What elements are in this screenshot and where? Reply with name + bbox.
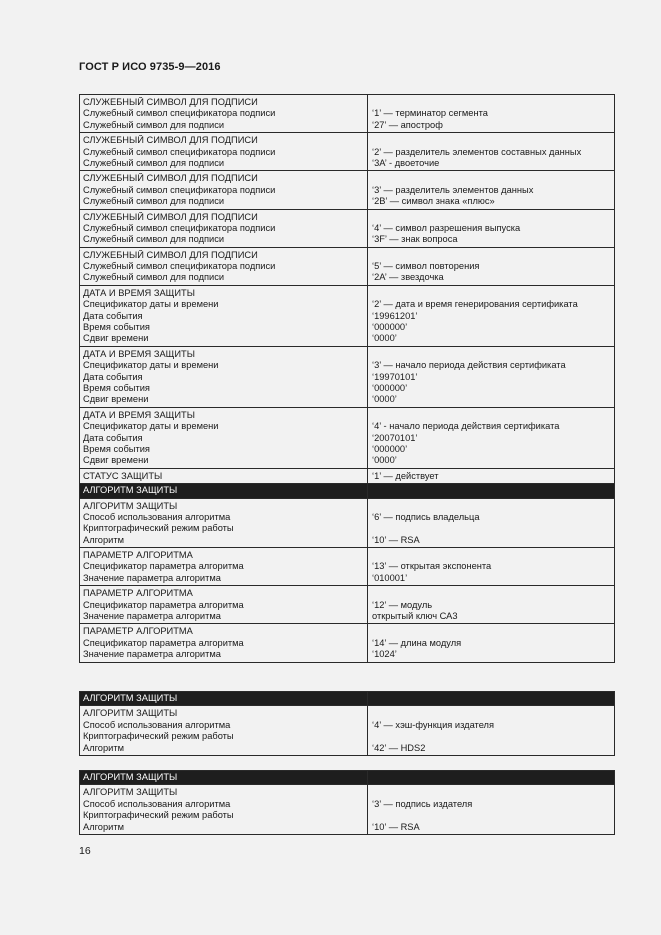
field-name-line: Служебный символ для подписи: [83, 119, 225, 130]
field-name-line: АЛГОРИТМ ЗАЩИТЫ: [83, 500, 178, 511]
field-name-line: ДАТА И ВРЕМЯ ЗАЩИТЫ: [83, 287, 195, 298]
field-value-line: [372, 288, 611, 299]
field-name-line: ДАТА И ВРЕМЯ ЗАЩИТЫ: [83, 348, 195, 359]
field-value-line: ‘4’ — символ разрешения выпуска: [372, 222, 521, 233]
field-name-cell: [80, 785, 368, 835]
field-value-line: [372, 588, 611, 599]
field-name-line: Служебный символ для подписи: [83, 234, 225, 245]
field-value-cell: [368, 548, 615, 586]
field-value-cell: [368, 624, 615, 662]
field-name-line: ПАРАМЕТР АЛГОРИТМА: [83, 550, 193, 561]
field-value-line: [372, 550, 611, 561]
field-name-line: Время события: [83, 322, 150, 333]
field-value-cell: [368, 498, 615, 548]
field-name-line: ДАТА И ВРЕМЯ ЗАЩИТЫ: [83, 409, 195, 420]
table-row: [80, 209, 615, 247]
section-header-row: [80, 771, 615, 785]
field-name-line: Спецификатор даты и времени: [83, 360, 219, 371]
field-value-line: ‘27’ — апостроф: [372, 119, 443, 130]
field-name-line: Спецификатор параметра алгоритма: [83, 599, 244, 610]
field-name-line: СТАТУС ЗАЩИТЫ: [83, 470, 163, 481]
field-value-line: ‘2’ — разделитель элементов составных данных: [372, 146, 582, 157]
field-name-line: Дата события: [83, 310, 143, 321]
field-value-line: [372, 485, 611, 496]
section-header-row: [80, 484, 615, 498]
field-value-line: ‘13’ — открытая экспонента: [372, 561, 492, 572]
field-name-line: СЛУЖЕБНЫЙ СИМВОЛ ДЛЯ ПОДПИСИ: [83, 135, 258, 146]
table-row: [80, 624, 615, 662]
segment-table-issuer: [79, 770, 615, 835]
field-name-line: Алгоритм: [83, 821, 124, 832]
field-name-line: АЛГОРИТМ ЗАЩИТЫ: [83, 772, 178, 782]
page-number: 16: [79, 845, 91, 857]
field-value-line: ‘10’ — RSA: [372, 821, 420, 832]
segment-table-main: [79, 94, 615, 663]
field-name-cell: [80, 468, 368, 483]
field-name-line: Служебный символ спецификатора подписи: [83, 108, 276, 119]
field-value-line: ‘0000’: [372, 455, 397, 466]
field-value-line: ‘010001’: [372, 572, 408, 583]
field-value-line: [372, 501, 611, 512]
field-name-line: АЛГОРИТМ ЗАЩИТЫ: [83, 693, 178, 703]
field-name-line: Спецификатор даты и времени: [83, 299, 219, 310]
field-name-line: Спецификатор параметра алгоритма: [83, 637, 244, 648]
field-value-cell: [368, 692, 615, 706]
field-value-line: ‘6’ — подпись владельца: [372, 511, 480, 522]
field-name-cell: [80, 548, 368, 586]
field-name-cell: [80, 407, 368, 468]
field-name-line: Служебный символ спецификатора подписи: [83, 184, 276, 195]
field-value-line: ‘1’ — терминатор сегмента: [372, 108, 488, 119]
segment-table-hash: [79, 691, 615, 756]
field-name-line: СЛУЖЕБНЫЙ СИМВОЛ ДЛЯ ПОДПИСИ: [83, 97, 258, 107]
field-value-line: ‘3A’ - двоеточие: [372, 157, 440, 168]
field-name-cell: [80, 706, 368, 756]
field-name-line: Дата события: [83, 432, 143, 443]
field-value-line: ‘10’ — RSA: [372, 534, 420, 545]
field-value-line: ‘0000’: [372, 394, 397, 405]
table-row: [80, 785, 615, 835]
field-name-line: Способ использования алгоритма: [83, 511, 231, 522]
field-name-cell: [80, 285, 368, 346]
field-value-line: ‘5’ — символ повторения: [372, 261, 480, 272]
field-value-cell: [368, 171, 615, 209]
field-name-cell: [80, 95, 368, 133]
field-name-cell: [80, 346, 368, 407]
field-name-cell: [80, 484, 368, 498]
field-value-cell: [368, 468, 615, 483]
field-name-cell: [80, 209, 368, 247]
field-name-line: Значение параметра алгоритма: [83, 572, 221, 583]
field-name-line: Алгоритм: [83, 534, 124, 545]
field-value-line: ‘000000’: [372, 443, 408, 454]
field-value-line: [372, 810, 611, 821]
table-row: [80, 247, 615, 285]
field-value-line: ‘2B’ — символ знака «плюс»: [372, 196, 495, 207]
field-value-line: ‘19970101’: [372, 371, 418, 382]
field-name-line: Сдвиг времени: [83, 455, 149, 466]
field-value-cell: [368, 95, 615, 133]
field-name-line: Способ использования алгоритма: [83, 719, 231, 730]
field-value-cell: [368, 484, 615, 498]
field-value-line: ‘1’ — действует: [372, 470, 439, 481]
section-header-row: [80, 692, 615, 706]
field-value-line: [372, 787, 611, 798]
field-value-line: ‘4’ — хэш-функция издателя: [372, 719, 495, 730]
field-name-cell: [80, 498, 368, 548]
field-value-cell: [368, 586, 615, 624]
field-value-cell: [368, 133, 615, 171]
field-name-cell: [80, 771, 368, 785]
field-name-line: Спецификатор даты и времени: [83, 421, 219, 432]
field-name-line: Сдвиг времени: [83, 333, 149, 344]
table-row: [80, 285, 615, 346]
field-value-line: ‘3’ — разделитель элементов данных: [372, 184, 534, 195]
field-name-line: СЛУЖЕБНЫЙ СИМВОЛ ДЛЯ ПОДПИСИ: [83, 249, 258, 260]
field-name-cell: [80, 586, 368, 624]
table-row: [80, 468, 615, 483]
field-value-cell: [368, 771, 615, 785]
field-value-line: [372, 250, 611, 261]
field-value-cell: [368, 407, 615, 468]
field-name-line: Служебный символ для подписи: [83, 272, 225, 283]
field-value-line: [372, 135, 611, 146]
field-value-line: ‘000000’: [372, 322, 408, 333]
field-name-line: Дата события: [83, 371, 143, 382]
field-value-cell: [368, 209, 615, 247]
field-value-line: ‘20070101’: [372, 432, 418, 443]
field-value-line: [372, 410, 611, 421]
field-name-line: СЛУЖЕБНЫЙ СИМВОЛ ДЛЯ ПОДПИСИ: [83, 173, 258, 184]
table-row: [80, 407, 615, 468]
field-value-line: ‘4’ - начало периода действия сертификата: [372, 421, 560, 432]
field-value-cell: [368, 247, 615, 285]
table-row: [80, 171, 615, 209]
field-value-line: ‘12’ — модуль: [372, 599, 433, 610]
field-value-cell: [368, 346, 615, 407]
table-row: [80, 95, 615, 133]
field-name-cell: [80, 624, 368, 662]
field-value-line: [372, 97, 611, 108]
field-value-line: [372, 212, 611, 223]
field-name-line: АЛГОРИТМ ЗАЩИТЫ: [83, 708, 178, 719]
field-value-line: ‘3’ — начало периода действия сертификата: [372, 360, 566, 371]
field-name-line: АЛГОРИТМ ЗАЩИТЫ: [83, 485, 178, 496]
field-name-line: Значение параметра алгоритма: [83, 611, 221, 622]
field-value-line: [372, 708, 611, 719]
field-value-line: [372, 693, 611, 704]
field-value-line: ‘42’ — HDS2: [372, 742, 426, 753]
field-name-line: Время события: [83, 382, 150, 393]
field-value-line: ‘000000’: [372, 382, 408, 393]
field-name-line: Служебный символ спецификатора подписи: [83, 261, 276, 272]
field-value-line: [372, 173, 611, 184]
field-value-line: [372, 626, 611, 637]
field-name-line: Служебный символ спецификатора подписи: [83, 222, 276, 233]
field-value-line: [372, 772, 611, 783]
field-value-line: ‘2’ — дата и время генерирования сертификата: [372, 299, 578, 310]
table-row: [80, 706, 615, 756]
field-name-line: Алгоритм: [83, 742, 124, 753]
table-row: [80, 586, 615, 624]
field-value-cell: [368, 285, 615, 346]
field-name-line: Криптографический режим работы: [83, 523, 234, 534]
field-value-line: [372, 523, 611, 534]
field-value-line: ‘2A’ — звездочка: [372, 272, 444, 283]
field-value-line: ‘19961201’: [372, 310, 418, 321]
field-value-line: ‘14’ — длина модуля: [372, 637, 462, 648]
table-row: [80, 346, 615, 407]
field-name-line: Служебный символ для подписи: [83, 157, 225, 168]
field-name-line: ПАРАМЕТР АЛГОРИТМА: [83, 588, 193, 599]
field-name-line: Время события: [83, 443, 150, 454]
table-row: [80, 498, 615, 548]
table-row: [80, 548, 615, 586]
field-name-line: Сдвиг времени: [83, 394, 149, 405]
field-name-line: Служебный символ для подписи: [83, 196, 225, 207]
field-value-line: ‘3’ — подпись издателя: [372, 798, 473, 809]
document-title: ГОСТ Р ИСО 9735-9—2016: [79, 61, 221, 73]
field-name-line: АЛГОРИТМ ЗАЩИТЫ: [83, 787, 178, 798]
field-name-line: Служебный символ спецификатора подписи: [83, 146, 276, 157]
field-value-cell: [368, 785, 615, 835]
field-name-line: Спецификатор параметра алгоритма: [83, 561, 244, 572]
field-value-line: ‘0000’: [372, 333, 397, 344]
field-value-line: [372, 349, 611, 360]
field-name-line: Криптографический режим работы: [83, 810, 234, 821]
field-name-line: СЛУЖЕБНЫЙ СИМВОЛ ДЛЯ ПОДПИСИ: [83, 211, 258, 222]
field-value-cell: [368, 706, 615, 756]
field-value-line: открытый ключ СА3: [372, 611, 458, 622]
field-value-line: ‘1024’: [372, 649, 397, 660]
field-name-line: Криптографический режим работы: [83, 731, 234, 742]
field-name-cell: [80, 171, 368, 209]
field-name-cell: [80, 692, 368, 706]
field-name-cell: [80, 247, 368, 285]
field-name-line: Значение параметра алгоритма: [83, 649, 221, 660]
table-row: [80, 133, 615, 171]
field-value-line: [372, 731, 611, 742]
field-name-line: Способ использования алгоритма: [83, 798, 231, 809]
field-name-line: ПАРАМЕТР АЛГОРИТМА: [83, 626, 193, 637]
field-name-cell: [80, 133, 368, 171]
field-value-line: ‘3F’ — знак вопроса: [372, 234, 458, 245]
